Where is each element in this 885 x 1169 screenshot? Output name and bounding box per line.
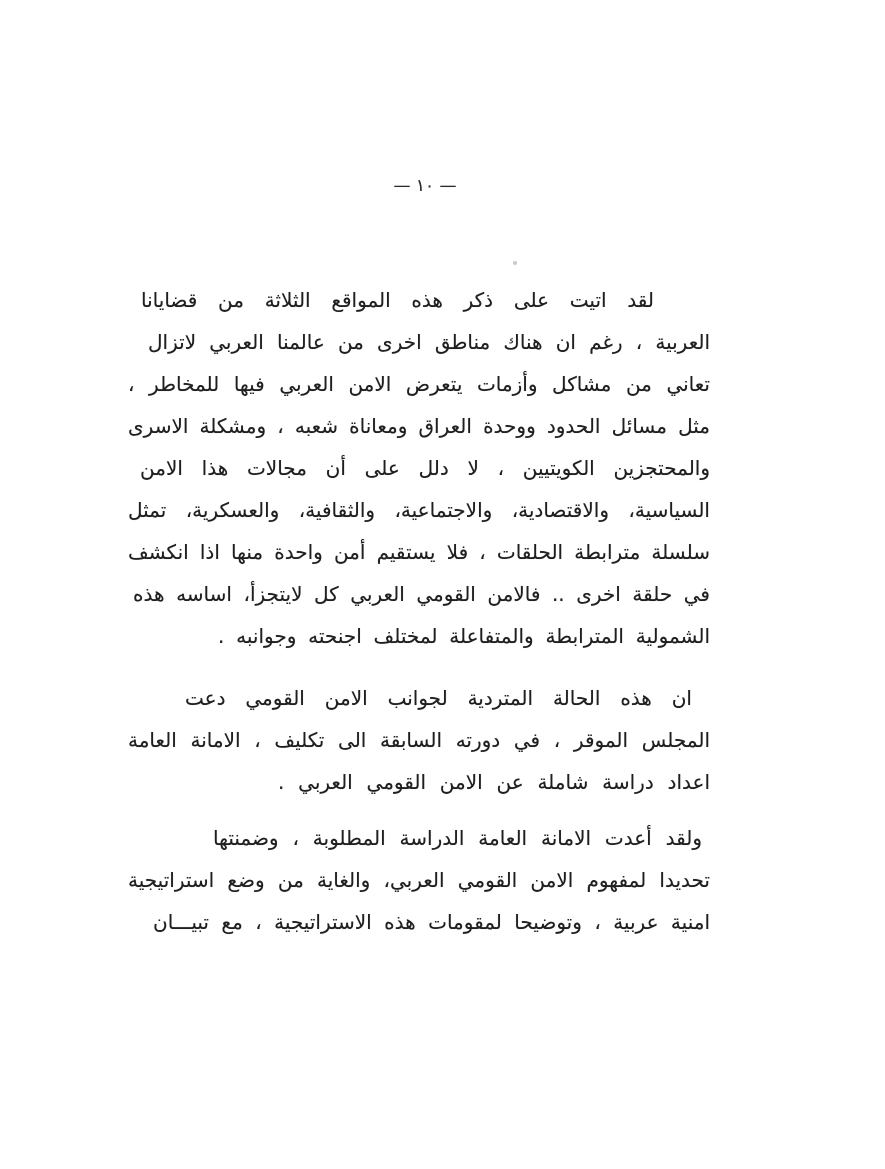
text-line: والمحتجزين الكويتيين ، لا دلل على أن مجالات هذا الامن <box>140 456 710 480</box>
text-line: مثل مسائل الحدود ووحدة العراق ومعاناة شعبه ، ومشكلة الاسرى <box>128 414 710 438</box>
scan-speck <box>513 261 517 265</box>
paragraph-3 <box>128 817 710 943</box>
paragraph-1 <box>128 279 710 657</box>
text-line: ولقد أعدت الامانة العامة الدراسة المطلوبة ، وضمنتها <box>213 826 702 850</box>
text-line: لقد اتيت على ذكر هذه المواقع الثلاثة من قضايانا <box>141 288 654 312</box>
text-line: تعاني من مشاكل وأزمات يتعرض الامن العربي فيها للمخاطر ، <box>128 372 710 396</box>
text-line: السياسية، والاقتصادية، والاجتماعية، والثقافية، والعسكرية، تمثل <box>128 498 710 522</box>
text-line: العربية ، رغم ان هناك مناطق اخرى من عالمنا العربي لاتزال <box>148 330 710 354</box>
text-line: ان هذه الحالة المتردية لجوانب الامن القومي دعت <box>185 686 692 710</box>
text-line: اعداد دراسة شاملة عن الامن القومي العربي . <box>278 770 710 794</box>
text-line: سلسلة مترابطة الحلقات ، فلا يستقيم أمن واحدة منها اذا انكشف <box>128 540 710 564</box>
text-line: الشمولية المترابطة والمتفاعلة لمختلف اجنحته وجوانبه . <box>218 624 710 648</box>
page-number: — ١٠ — <box>393 176 457 196</box>
text-line: في حلقة اخرى .. فالامن القومي العربي كل لايتجزأ، اساسه هذه <box>133 582 710 606</box>
paragraph-2 <box>128 677 710 803</box>
text-line: امنية عربية ، وتوضيحا لمقومات هذه الاستراتيجية ، مع تبيـــان <box>153 910 710 934</box>
text-line: تحديدا لمفهوم الامن القومي العربي، والغاية من وضع استراتيجية <box>128 868 710 892</box>
text-line: المجلس الموقر ، في دورته السابقة الى تكليف ، الامانة العامة <box>128 728 710 752</box>
